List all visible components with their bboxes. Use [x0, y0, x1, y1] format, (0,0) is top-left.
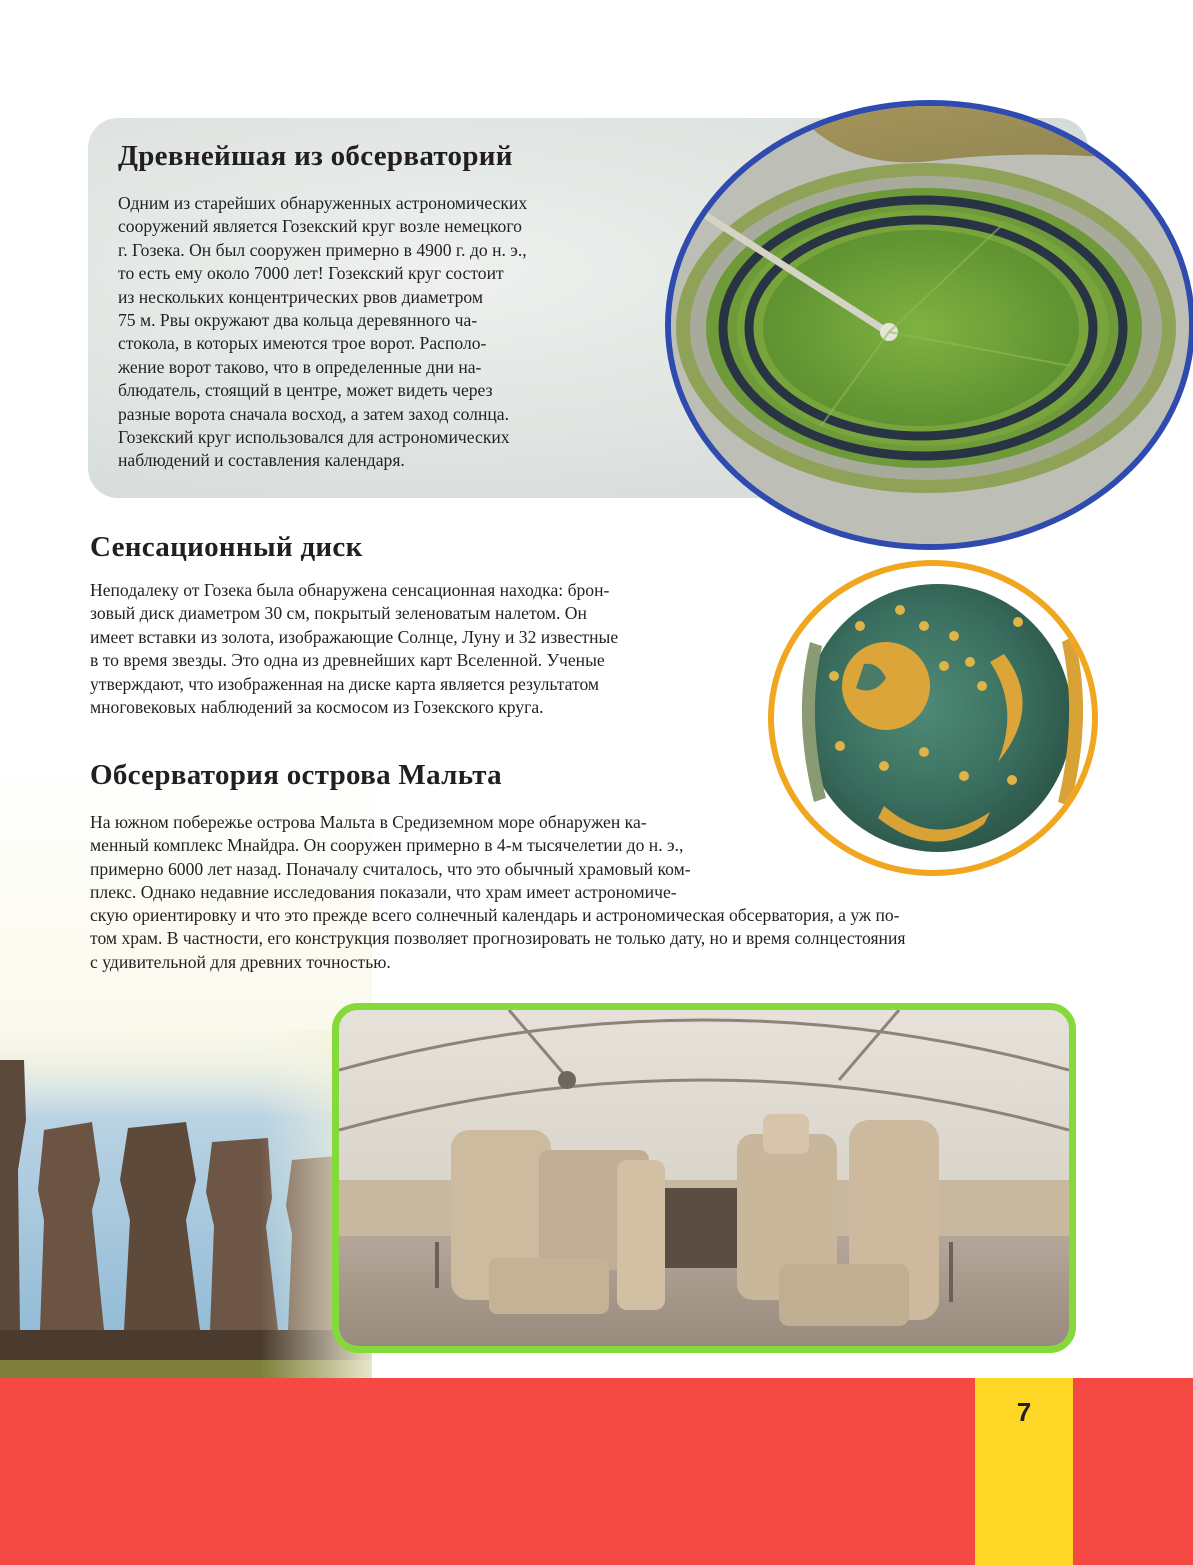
section3-title: Обсерватория острова Мальта [90, 759, 502, 791]
text-line: На южном побережье острова Мальта в Средиземном море обнаружен ка- [90, 812, 647, 832]
moai-illustration [0, 1030, 372, 1378]
section2-text [90, 579, 730, 719]
text-line: Неподалеку от Гозека была обнаружена сенсационная находка: брон- [90, 580, 610, 600]
text-line: разные ворота сначала восход, а затем заход солнца. [118, 403, 510, 424]
text-line: плекс. Однако недавние исследования показали, что храм имеет астрономиче- [90, 882, 677, 903]
text-line: сооружений является Гозекский круг возле немецкого [118, 216, 522, 237]
text-line: г. Гозека. Он был сооружен примерно в 4900 г. до н. э., [118, 239, 527, 260]
text-line: то есть ему около 7000 лет! Гозекский круг состоит [118, 263, 504, 284]
page-number: 7 [1016, 1397, 1032, 1427]
text-line: имеет вставки из золота, изображающие Солнце, Луну и 32 известные [90, 626, 619, 647]
text-line: скую ориентировку и что это прежде всего солнечный календарь и астрономическая обсерватория, а уж по- [90, 905, 900, 925]
text-line: из нескольких концентрических рвов диаметром [118, 286, 484, 307]
text-line: многовековых наблюдений за космосом из Гозекского круга. [90, 697, 544, 718]
section3-text-narrow [90, 811, 830, 905]
text-line: менный комплекс Мнайдра. Он сооружен примерно в 4-м тысячелетии до н. э., [90, 835, 684, 856]
text-line: стокола, в которых имеются трое ворот. Располо- [118, 333, 487, 354]
text-line: блюдатель, стоящий в центре, может видеть через [118, 380, 493, 401]
section1-text [118, 192, 646, 473]
mnajdra-illustration [339, 1010, 1069, 1346]
moai-statues-photo [0, 1030, 372, 1378]
text-line: жение ворот таково, что в определенные дни на- [118, 356, 482, 377]
section1-title: Древнейшая из обсерваторий [118, 140, 513, 172]
mnajdra-temple-photo [332, 1003, 1076, 1353]
goseck-circle-illustration [671, 106, 1189, 544]
text-line: 75 м. Рвы окружают два кольца деревянного ча- [118, 310, 478, 331]
text-line: том храм. В частности, его конструкция позволяет прогнозировать не только дату, но и время солнцестояния [90, 928, 906, 949]
section3-text-wide [90, 904, 1075, 974]
section2-title: Сенсационный диск [90, 531, 363, 563]
text-line: примерно 6000 лет назад. Поначалу считалось, что это обычный храмовый ком- [90, 858, 691, 879]
text-line: зовый диск диаметром 30 см, покрытый зеленоватым налетом. Он [90, 603, 587, 624]
text-line: Одним из старейших обнаруженных астрономических [118, 193, 528, 213]
text-line: с удивительной для древних точностью. [90, 951, 391, 972]
goseck-circle-photo [665, 100, 1193, 550]
text-line: в то время звезды. Это одна из древнейших карт Вселенной. Ученые [90, 650, 605, 671]
text-line: наблюдений и составления календаря. [118, 450, 405, 471]
text-line: Гозекский круг использовался для астрономических [118, 427, 510, 448]
text-line: утверждают, что изображенная на диске карта является результатом [90, 673, 600, 694]
